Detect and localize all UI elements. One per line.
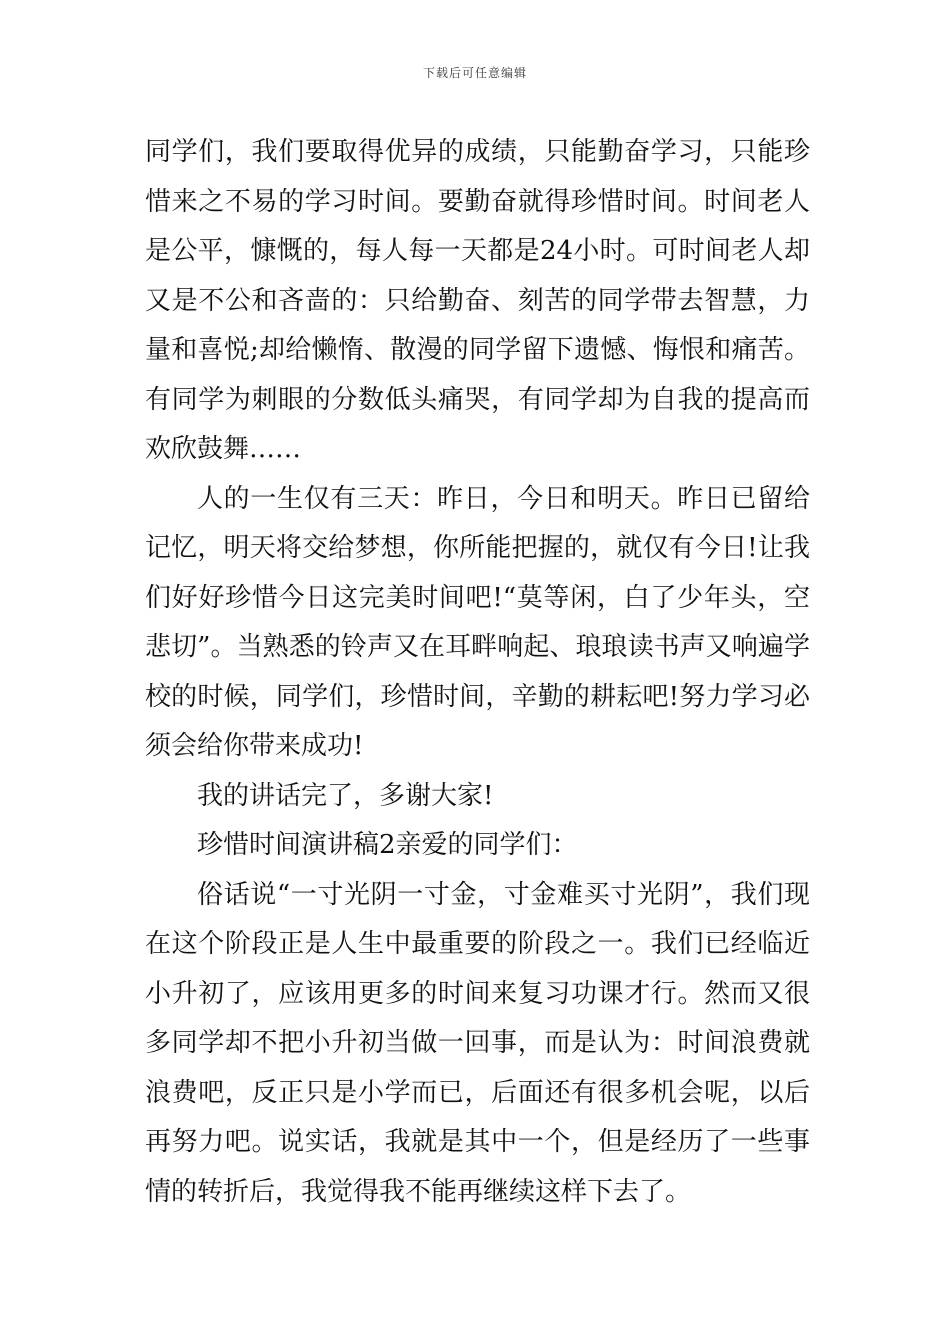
paragraph-1: 同学们，我们要取得优异的成绩，只能勤奋学习，只能珍惜来之不易的学习时间。要勤奋就得珍惜时间。时间老人是公平，慷慨的，每人每一天都是24小时。可时间老人却又是不公和吝啬的：只给勤奋、刻苦的同学带去智慧，力量和喜悦;却给懒惰、散漫的同学留下遗憾、悔恨和痛苦。有同学为刺眼的分数低头痛哭，有同学却为自我的提高而欢欣鼓舞…… [145, 137, 810, 464]
paragraph-5: 俗话说“一寸光阴一寸金，寸金难买寸光阴”，我们现在这个阶段正是人生中最重要的阶段之一。我们已经临近小升初了，应该用更多的时间来复习功课才行。然而又很多同学却不把小升初当做一回事，而是认为：时间浪费就浪费吧，反正只是小学而已，后面还有很多机会呢，以后再努力吧。说实话，我就是其中一个，但是经历了一些事情的转折后，我觉得我不能再继续这样下去了。 [145, 879, 810, 1207]
paragraph-4: 珍惜时间演讲稿2亲爱的同学们： [197, 830, 578, 860]
paragraph-3: 我的讲话完了，多谢大家! [197, 780, 494, 811]
page-header: 下载后可任意编辑 [422, 66, 527, 80]
paragraph-2: 人的一生仅有三天：昨日，今日和明天。昨日已留给记忆，明天将交给梦想，你所能把握的，就仅有今日!让我们好好珍惜今日这完美时间吧!“莫等闲，白了少年头，空悲切”。当熟悉的铃声又在耳畔响起、琅琅读书声又响遍学校的时候，同学们，珍惜时间，辛勤的耕耘吧!努力学习必须会给你带来成功! [145, 483, 810, 761]
document-body [145, 128, 810, 1217]
